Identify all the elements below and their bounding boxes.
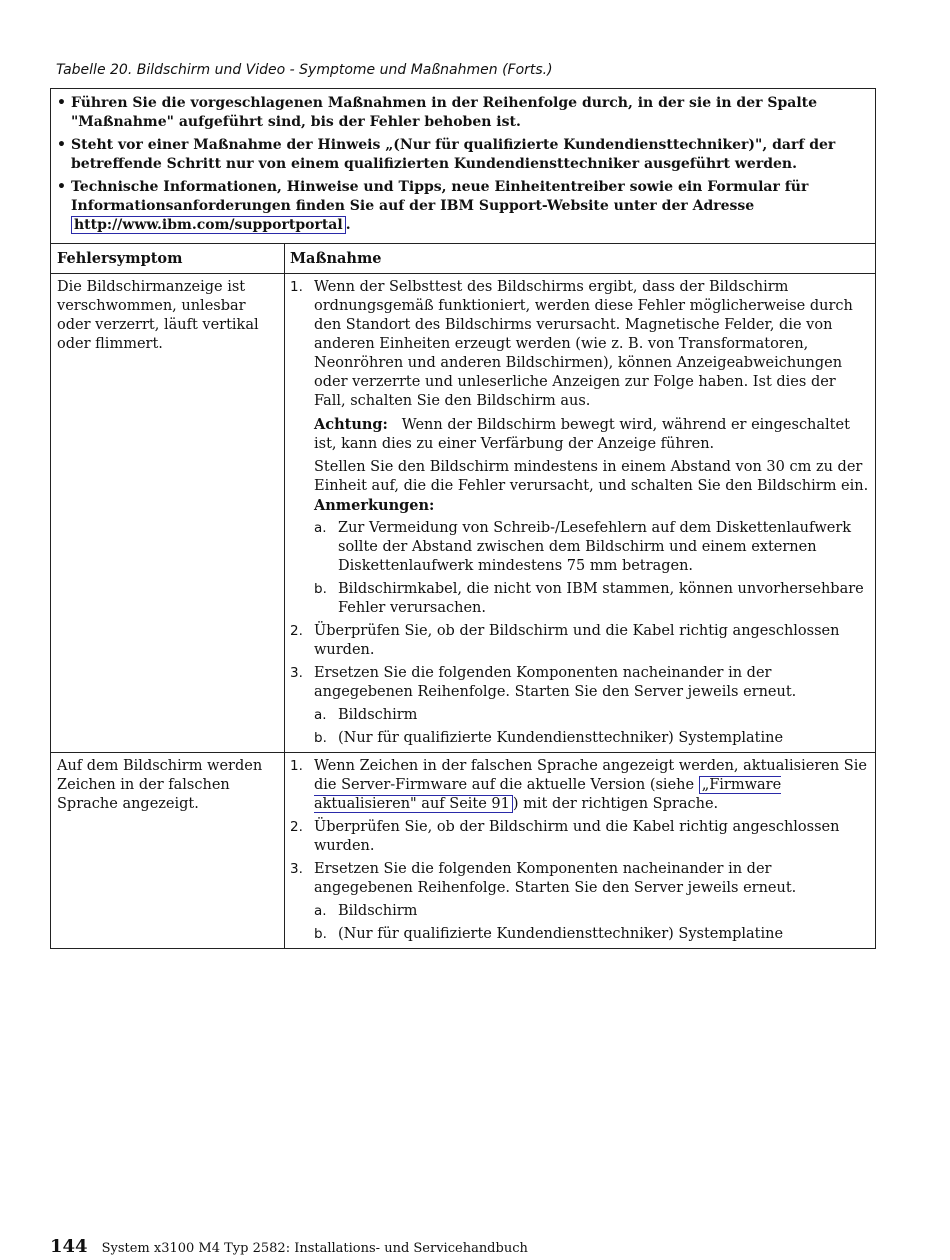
sub-text: (Nur für qualifizierte Kundendiensttechniker) Systemplatine <box>338 730 784 746</box>
step-text: Wenn der Selbsttest des Bildschirms ergibt, dass der Bildschirm ordnungsgemäß funktioniert, werden diese Fehler möglicherweise durch den Standort des Bildschirms verursacht. Magnetische Felder, die von anderen Einheiten erzeugt werden (wie z. B. von Transformatoren, Neonröhren und anderen Bildschirmen), können Anzeigeabweichungen oder verzerrte und unleserliche Anzeigen zur Folge haben. Ist dies der Fall, schalten Sie den Bildschirm aus. <box>314 279 853 409</box>
sub-letter: a. <box>314 520 327 536</box>
step-text-end: ) mit der richtigen Sprache. <box>512 796 719 812</box>
step-text: Ersetzen Sie die folgenden Komponenten nacheinander in der angegebenen Reihenfolge. Starten Sie den Server jeweils erneut. <box>314 861 797 896</box>
sub-item <box>314 519 869 576</box>
note-text <box>71 178 867 235</box>
sub-text: Bildschirm <box>338 707 418 723</box>
sub-item <box>314 925 869 944</box>
step-number: 1. <box>290 758 303 774</box>
note-item <box>57 94 867 132</box>
document-title: System x3100 M4 Typ 2582: Installations- und Servicehandbuch <box>101 1241 528 1256</box>
bullet-icon: • <box>57 137 66 153</box>
step-number: 3. <box>290 861 303 877</box>
step-number: 1. <box>290 279 303 295</box>
step-item <box>290 757 869 814</box>
bullet-icon: • <box>57 179 66 195</box>
sub-letter: b. <box>314 581 327 597</box>
step-item <box>290 860 869 944</box>
table-header-row <box>51 244 875 274</box>
table-row <box>51 274 875 753</box>
distance-text: Stellen Sie den Bildschirm mindestens in einem Abstand von 30 cm zu der Einheit auf, die die Fehler verursacht, und schalten Sie den Bildschirm ein. <box>314 459 869 494</box>
symptom-cell: Die Bildschirmanzeige ist verschwommen, unlesbar oder verzerrt, läuft vertikal oder flimmert. <box>51 274 285 752</box>
step-item <box>290 278 869 618</box>
sub-text: Zur Vermeidung von Schreib-/Lesefehlern auf dem Diskettenlaufwerk sollte der Abstand zwischen dem Bildschirm und einem externen Diskettenlaufwerk mindestens 75 mm betragen. <box>338 520 852 574</box>
step-item <box>290 664 869 748</box>
sub-letter: a. <box>314 707 327 723</box>
sub-text: Bildschirm <box>338 903 418 919</box>
sub-letter: b. <box>314 926 327 942</box>
step-number: 3. <box>290 665 303 681</box>
header-symptom: Fehlersymptom <box>51 244 285 273</box>
sub-item <box>314 706 869 725</box>
sub-letter: b. <box>314 730 327 746</box>
symptom-cell: Auf dem Bildschirm werden Zeichen in der falschen Sprache angezeigt. <box>51 753 285 948</box>
sub-item <box>314 580 869 618</box>
note-text-part: Technische Informationen, Hinweise und Tipps, neue Einheitentreiber sowie ein Formular für Informationsanforderungen finden Sie auf der IBM Support-Website unter der Adresse <box>71 179 809 214</box>
notes-label: Anmerkungen: <box>314 497 435 514</box>
note-item <box>57 136 867 174</box>
table-row <box>51 753 875 948</box>
step-text: Ersetzen Sie die folgenden Komponenten nacheinander in der angegebenen Reihenfolge. Starten Sie den Server jeweils erneut. <box>314 665 797 700</box>
firmware-update-link[interactable]: „Firmware aktualisieren" auf Seite 91 <box>314 777 782 812</box>
note-text: Steht vor einer Maßnahme der Hinweis „(Nur für qualifizierte Kundendiensttechniker)", darf der betreffende Schritt nur von einem qualifizierten Kundendiensttechniker ausgeführt werden. <box>71 137 836 172</box>
note-text: Führen Sie die vorgeschlagenen Maßnahmen in der Reihenfolge durch, in der sie in der Spalte "Maßnahme" aufgeführt sind, bis der Fehler behoben ist. <box>71 95 818 130</box>
step-text-part: Wenn Zeichen in der falschen Sprache angezeigt werden, aktualisieren Sie die Server-Firmware auf die aktuelle Version (siehe <box>314 758 867 793</box>
sub-letter: a. <box>314 903 327 919</box>
table-caption: Tabelle 20. Bildschirm und Video - Symptome und Maßnahmen (Forts.) <box>56 62 553 78</box>
symptom-table <box>50 88 876 949</box>
action-cell <box>285 274 875 752</box>
step-number: 2. <box>290 819 303 835</box>
sub-item <box>314 729 869 748</box>
attention-text: Wenn der Bildschirm bewegt wird, während er eingeschaltet ist, kann dies zu einer Verfärbung der Anzeige führen. <box>314 417 850 452</box>
attention-label: Achtung: <box>314 416 388 433</box>
sub-text: Bildschirmkabel, die nicht von IBM stammen, können unvorhersehbare Fehler verursachen. <box>338 581 864 616</box>
sub-item <box>314 902 869 921</box>
bullet-icon: • <box>57 95 66 111</box>
header-action: Maßnahme <box>290 250 382 267</box>
step-item <box>290 622 869 660</box>
step-item <box>290 818 869 856</box>
step-text: Überprüfen Sie, ob der Bildschirm und die Kabel richtig angeschlossen wurden. <box>314 623 840 658</box>
attention-note <box>314 415 869 454</box>
step-text <box>314 757 869 814</box>
sub-text: (Nur für qualifizierte Kundendiensttechniker) Systemplatine <box>338 926 784 942</box>
page-footer <box>50 1236 528 1257</box>
action-cell <box>285 753 875 948</box>
table-notes <box>51 89 875 244</box>
step-text: Überprüfen Sie, ob der Bildschirm und die Kabel richtig angeschlossen wurden. <box>314 819 840 854</box>
support-portal-link[interactable]: http://www.ibm.com/supportportal <box>71 216 346 234</box>
note-text-end: . <box>345 217 351 233</box>
step-number: 2. <box>290 623 303 639</box>
page-number: 144 <box>50 1236 88 1257</box>
note-item <box>57 178 867 235</box>
